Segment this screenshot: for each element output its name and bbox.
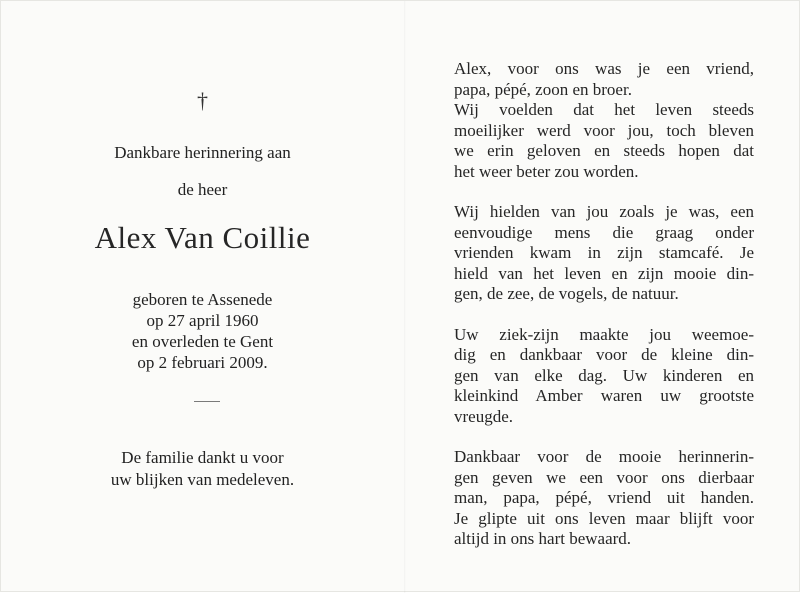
right-panel bbox=[454, 59, 754, 570]
paragraph-line: vrienden kwam in zijn stamcafé. Je bbox=[454, 243, 754, 262]
paragraph-line: hield van het leven en zijn mooie din- bbox=[454, 263, 754, 283]
paragraph-line: man, papa, pépé, vriend uit handen. bbox=[454, 488, 754, 507]
paragraph-2 bbox=[454, 202, 754, 305]
paragraph-line: Alex, voor ons was je een vriend, bbox=[454, 59, 754, 78]
paragraph-1 bbox=[454, 59, 754, 182]
paragraph-line: Dankbaar voor de mooie herinnerin- bbox=[454, 447, 754, 466]
paragraph-line: eenvoudige mens die graag onder bbox=[454, 222, 754, 242]
deceased-name: Alex Van Coillie bbox=[94, 220, 311, 255]
thanks-line-1: De familie dankt u voor bbox=[121, 448, 284, 467]
paragraph-line: gen geven we een voor ons dierbaar bbox=[454, 467, 754, 487]
paragraph-3 bbox=[454, 325, 754, 428]
death-date: op 2 februari 2009. bbox=[137, 353, 268, 372]
card-fold bbox=[404, 1, 406, 593]
cross-symbol: † bbox=[197, 88, 208, 113]
paragraph-line: dig en dankbaar voor de kleine din- bbox=[454, 345, 754, 364]
paragraph-4 bbox=[454, 447, 754, 550]
thanks-text bbox=[1, 447, 404, 491]
paragraph-line: Je glipte uit ons leven maar blijft voor bbox=[454, 508, 754, 528]
paragraph-line: altijd in ons hart bewaard. bbox=[454, 529, 632, 548]
paragraph-line: moeilijker werd voor jou, toch bleven bbox=[454, 120, 754, 140]
paragraph-line: papa, pépé, zoon en broer. bbox=[454, 79, 632, 99]
life-details bbox=[1, 289, 404, 373]
paragraph-line: Wij hielden van jou zoals je was, een bbox=[454, 202, 754, 221]
paragraph-line: vreugde. bbox=[454, 406, 514, 426]
paragraph-line: gen van elke dag. Uw kinderen en bbox=[454, 365, 754, 385]
paragraph-line: Wij voelden dat het leven steeds bbox=[454, 100, 754, 119]
paragraph-line: Uw ziek-zijn maakte jou weemoe- bbox=[454, 324, 754, 344]
birth-place: geboren te Assenede bbox=[132, 290, 273, 309]
left-panel bbox=[1, 1, 404, 593]
paragraph-line: het weer beter zou worden. bbox=[454, 161, 639, 181]
paragraph-line: kleinkind Amber waren uw grootste bbox=[454, 386, 754, 405]
paragraph-line: we erin geloven en steeds hopen dat bbox=[454, 141, 754, 160]
thanks-line-2: uw blijken van medeleven. bbox=[110, 470, 295, 489]
intro-text: Dankbare herinnering aan bbox=[114, 143, 291, 162]
death-place: en overleden te Gent bbox=[131, 332, 274, 351]
divider-line bbox=[194, 401, 220, 402]
paragraph-line: gen, de zee, de vogels, de natuur. bbox=[454, 284, 679, 303]
birth-date: op 27 april 1960 bbox=[146, 311, 259, 330]
honorific-text: de heer bbox=[177, 180, 228, 199]
